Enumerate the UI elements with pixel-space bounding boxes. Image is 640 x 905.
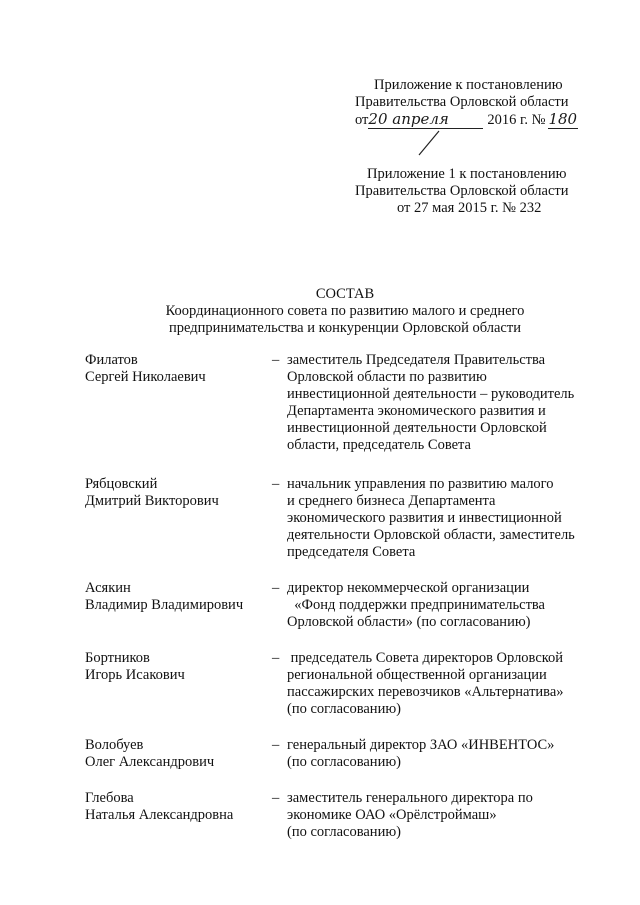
handwritten-date: 20 апреля [368, 111, 483, 129]
role-line: заместитель Председателя Правительства [287, 352, 546, 368]
member-name [85, 580, 243, 614]
role-line: «Фонд поддержки предпринимательства [287, 597, 545, 613]
member-surname: Рябцовский [85, 476, 158, 492]
original-appendix-line-3: от 27 мая 2015 г. № 232 [397, 200, 542, 216]
original-appendix-line-2: Правительства Орловской области [355, 183, 569, 199]
appendix-date-line [355, 111, 595, 129]
role-line: пассажирских перевозчиков «Альтернатива» [287, 684, 564, 700]
role-line: области, председатель Совета [287, 437, 471, 453]
role-line: Департамента экономического развития и [287, 403, 546, 419]
role-line: заместитель генерального директора по [287, 790, 533, 806]
member-dash: – [272, 352, 280, 368]
member-given-names: Дмитрий Викторович [85, 493, 219, 509]
member-role [287, 352, 607, 454]
member-dash: – [272, 580, 280, 596]
role-line: начальник управления по развитию малого [287, 476, 554, 492]
role-line: деятельности Орловской области, заместитель [287, 527, 575, 543]
role-line: (по согласованию) [287, 824, 401, 840]
signature-stroke [413, 129, 443, 159]
member-role [287, 737, 607, 771]
role-line: и среднего бизнеса Департамента [287, 493, 496, 509]
role-line: инвестиционной деятельности – руководитель [287, 386, 575, 402]
role-line: председателя Совета [287, 544, 416, 560]
member-name [85, 790, 233, 824]
member-dash: – [272, 790, 280, 806]
role-line: председатель Совета директоров Орловской [287, 650, 564, 666]
member-given-names: Владимир Владимирович [85, 597, 244, 613]
member-name [85, 352, 206, 386]
member-surname: Глебова [85, 790, 134, 806]
role-line: экономике ОАО «Орёлстроймаш» [287, 807, 497, 823]
role-line: экономического развития и инвестиционной [287, 510, 562, 526]
member-name [85, 476, 219, 510]
member-role [287, 650, 607, 718]
date-prefix: от [355, 112, 369, 128]
handwritten-number: 180 [548, 110, 578, 128]
role-line: региональной общественной организации [287, 667, 547, 683]
original-appendix-header [355, 166, 595, 217]
member-role [287, 790, 607, 841]
member-given-names: Игорь Исакович [85, 667, 185, 683]
document-title [120, 286, 570, 337]
member-given-names: Олег Александрович [85, 754, 215, 770]
member-dash: – [272, 650, 280, 666]
date-year: 2016 г. № [487, 112, 546, 128]
role-line: (по согласованию) [287, 754, 401, 770]
title-heading: СОСТАВ [315, 286, 375, 302]
member-surname: Филатов [85, 352, 138, 368]
member-given-names: Наталья Александровна [85, 807, 234, 823]
member-role [287, 476, 607, 561]
original-appendix-line-1: Приложение 1 к постановлению [367, 166, 567, 182]
role-line: Орловской области по развитию [287, 369, 487, 385]
appendix-header [355, 77, 595, 129]
member-surname: Бортников [85, 650, 150, 666]
member-role [287, 580, 607, 631]
title-line-1: Координационного совета по развитию малого и среднего [165, 303, 525, 319]
title-line-2: предпринимательства и конкуренции Орловской области [169, 320, 521, 336]
appendix-line-2: Правительства Орловской области [355, 94, 569, 110]
member-name [85, 737, 214, 771]
member-dash: – [272, 737, 280, 753]
role-line: директор некоммерческой организации [287, 580, 530, 596]
role-line: инвестиционной деятельности Орловской [287, 420, 547, 436]
member-surname: Волобуев [85, 737, 144, 753]
member-surname: Асякин [85, 580, 131, 596]
appendix-line-1: Приложение к постановлению [374, 77, 563, 93]
member-name [85, 650, 185, 684]
role-line: Орловской области» (по согласованию) [287, 614, 531, 630]
member-dash: – [272, 476, 280, 492]
role-line: (по согласованию) [287, 701, 401, 717]
role-line: генеральный директор ЗАО «ИНВЕНТОС» [287, 737, 555, 753]
member-given-names: Сергей Николаевич [85, 369, 206, 385]
